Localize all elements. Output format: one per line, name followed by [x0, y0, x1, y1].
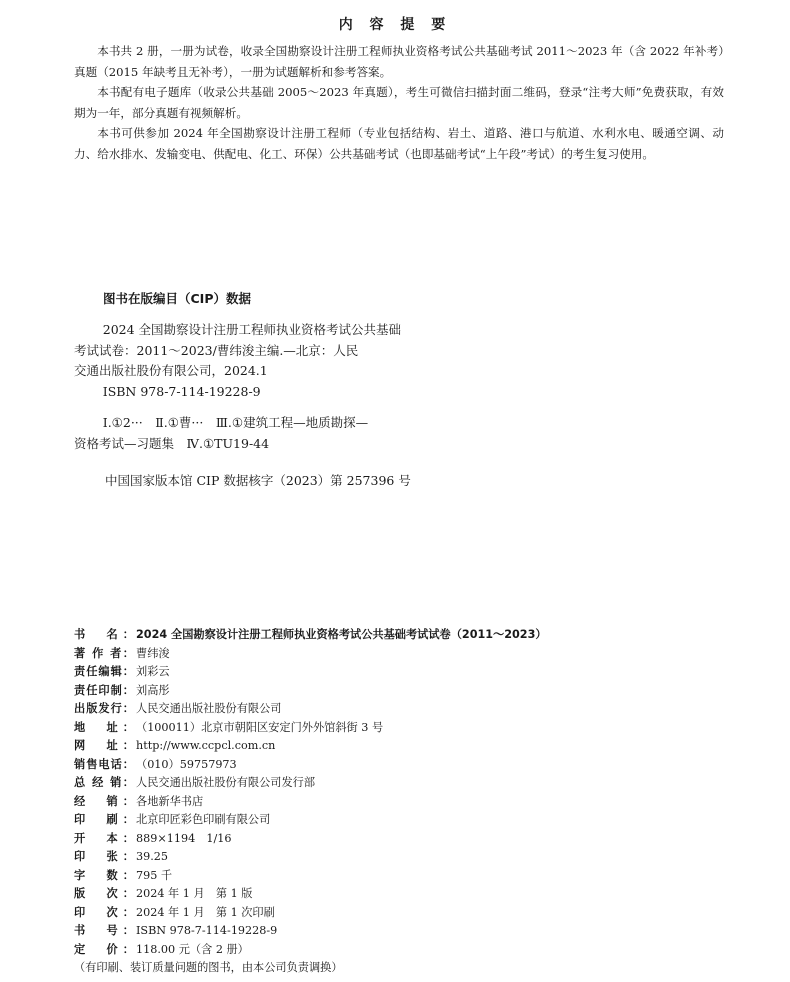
colophon-row — [74, 774, 754, 793]
colophon-row — [74, 811, 754, 830]
colophon-row — [74, 719, 754, 738]
colophon-label: 经 销： — [74, 794, 134, 808]
colophon-value: 118.00 元（含 2 册） — [136, 942, 249, 956]
colophon-row — [74, 867, 754, 886]
colophon-label: 版 次： — [74, 887, 134, 900]
colophon-value: 各地新华书店 — [136, 794, 204, 808]
cip-heading: 图书在版编目（CIP）数据 — [103, 291, 251, 306]
colophon-value: 889×1194 1/16 — [136, 831, 232, 845]
colophon-value: ISBN 978-7-114-19228-9 — [136, 924, 278, 937]
summary-paragraph: 本书共 2 册，一册为试卷，收录全国勘察设计注册工程师执业资格考试公共基础考试 2011～2023 年（含 2022 年补考）真题（2015 年缺考且无补考），一册为试题解析和参考答案。 — [74, 44, 724, 79]
colophon-footer-note: （有印刷、装订质量问题的图书，由本公司负责调换） — [74, 961, 343, 974]
colophon-row — [74, 645, 754, 664]
colophon-row — [74, 793, 754, 812]
colophon-label: 字 数： — [74, 868, 134, 882]
colophon-value: 曹纬浚 — [136, 646, 170, 660]
colophon-label: 地 址： — [74, 720, 134, 734]
colophon-row — [74, 626, 754, 645]
colophon-value: http://www.ccpcl.com.cn — [136, 739, 276, 752]
cip-verification: 中国国家版本馆 CIP 数据核字（2023）第 257396 号 — [105, 473, 411, 488]
summary-paragraph: 本书配有电子题库（收录公共基础 2005～2023 年真题），考生可微信扫描封面二维码，登录“注考大师”免费获取，有效期为一年，部分真题有视频解析。 — [74, 85, 724, 120]
colophon-value: 2024 年 1 月 第 1 版 — [136, 887, 253, 900]
cip-main-entry — [74, 320, 474, 402]
summary-paragraph: 本书可供参加 2024 年全国勘察设计注册工程师（专业包括结构、岩土、道路、港口与航道、水利水电、暖通空调、动力、给水排水、发输变电、供配电、化工、环保）公共基础考试（也即基础考试“上午段”考试）的考生复习使用。 — [74, 126, 724, 161]
summary-section — [74, 41, 724, 164]
colophon-value: 2024 全国勘察设计注册工程师执业资格考试公共基础考试试卷（2011～2023） — [136, 628, 547, 641]
colophon-row — [74, 830, 754, 849]
colophon-value: 北京印匠彩色印刷有限公司 — [136, 813, 271, 826]
colophon-value: 刘彩云 — [136, 665, 170, 678]
colophon-value: （010）59757973 — [136, 757, 237, 771]
colophon-value: 刘高彤 — [136, 683, 170, 697]
colophon-label: 责任印制： — [74, 683, 134, 697]
summary-title: 内 容 提 要 — [338, 17, 452, 33]
colophon-row — [74, 663, 754, 682]
cip-line: 交通出版社股份有限公司，2024.1 — [74, 363, 268, 378]
colophon-row — [74, 737, 754, 756]
colophon-label: 印 张： — [74, 850, 134, 863]
colophon-value: 人民交通出版社股份有限公司 — [136, 702, 282, 715]
colophon-label: 开 本： — [74, 831, 134, 845]
colophon-label: 印 次： — [74, 905, 134, 919]
cip-classification — [74, 413, 474, 454]
colophon-label: 销售电话： — [74, 757, 134, 771]
colophon-row — [74, 700, 754, 719]
colophon-row — [74, 941, 754, 960]
colophon-label: 书 号： — [74, 924, 134, 937]
colophon-row — [74, 922, 754, 941]
colophon-row — [74, 756, 754, 775]
colophon-label: 定 价： — [74, 942, 134, 956]
colophon-label: 书 名： — [74, 628, 134, 641]
colophon-value: （100011）北京市朝阳区安定门外外馆斜街 3 号 — [136, 720, 384, 734]
colophon — [74, 626, 754, 978]
colophon-label: 著 作 者： — [74, 646, 134, 660]
colophon-label: 网 址： — [74, 739, 134, 752]
colophon-value: 人民交通出版社股份有限公司发行部 — [136, 776, 316, 789]
cip-line: 2024 全国勘察设计注册工程师执业资格考试公共基础 — [102, 322, 402, 337]
colophon-label: 出版发行： — [74, 702, 134, 715]
cip-line: 考试试卷：2011～2023/曹纬浚主编.—北京：人民 — [74, 342, 359, 358]
colophon-value: 2024 年 1 月 第 1 次印刷 — [136, 905, 275, 919]
colophon-row — [74, 682, 754, 701]
colophon-row — [74, 885, 754, 904]
colophon-row — [74, 848, 754, 867]
colophon-label: 印 刷： — [74, 813, 134, 826]
colophon-value: 39.25 — [136, 850, 169, 863]
cip-line: Ⅰ.①2··· Ⅱ.①曹··· Ⅲ.①建筑工程—地质勘探— — [102, 415, 369, 430]
cip-line: 资格考试—习题集 Ⅳ.①TU19-44 — [74, 435, 270, 451]
colophon-row — [74, 904, 754, 923]
cip-isbn: ISBN 978-7-114-19228-9 — [102, 383, 261, 399]
colophon-label: 责任编辑： — [74, 665, 134, 678]
colophon-value: 795 千 — [136, 868, 173, 882]
colophon-label: 总 经 销： — [74, 776, 134, 789]
